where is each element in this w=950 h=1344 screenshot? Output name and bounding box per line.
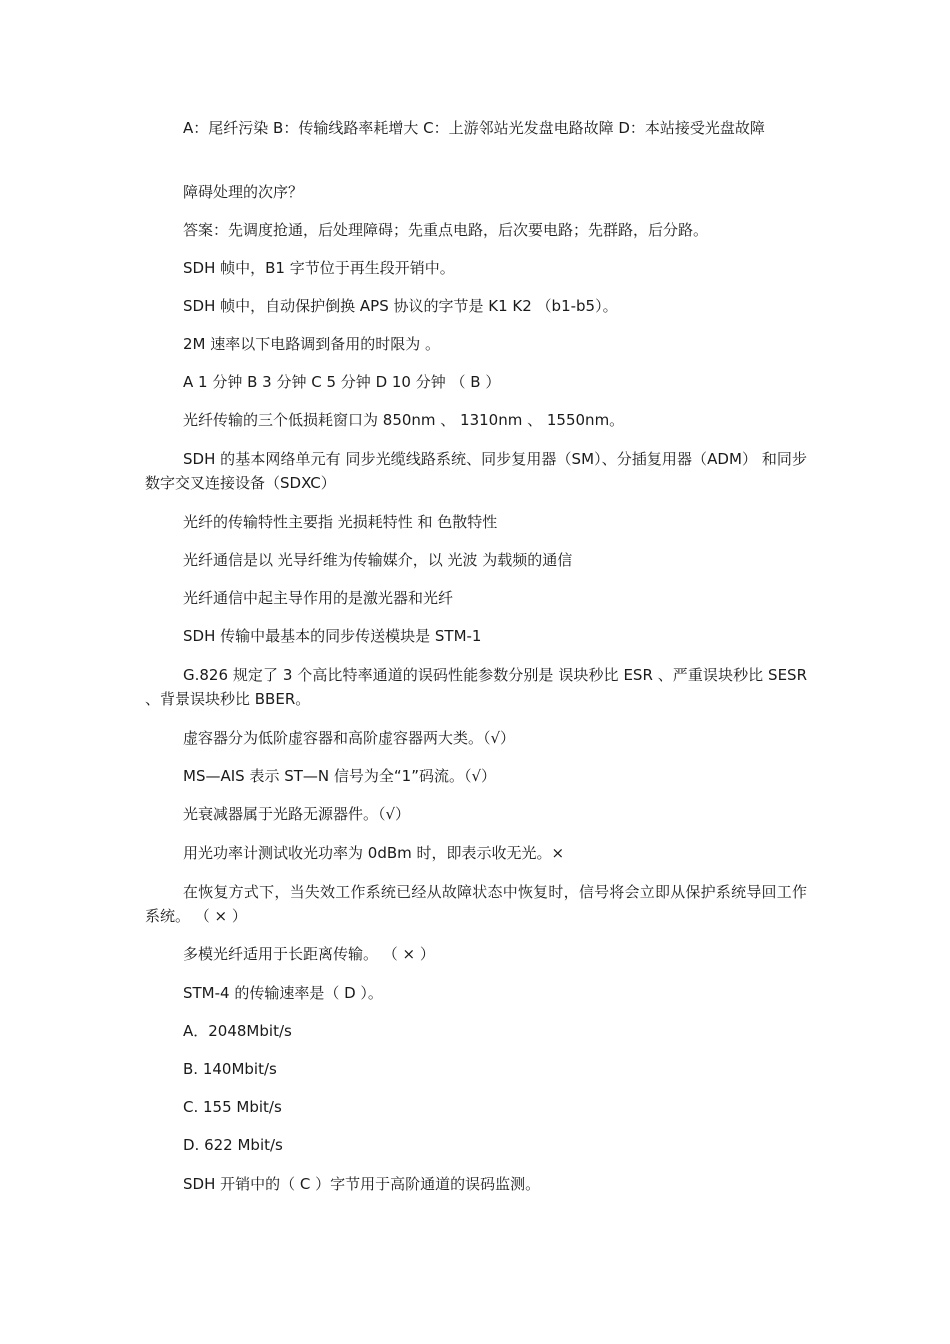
text-line: SDH 传输中最基本的同步传送模块是 STM-1 [183, 627, 482, 645]
true-false-line: 用光功率计测试收光功率为 0dBm 时，即表示收无光。× [183, 844, 565, 862]
option-line: B. 140Mbit/s [183, 1060, 277, 1078]
text-line: 光纤传输的三个低损耗窗口为 850nm 、 1310nm 、 1550nm。 [183, 411, 625, 429]
text-line: SDH 帧中，B1 字节位于再生段开销中。 [183, 259, 455, 277]
text-line: SDH 的基本网络单元有 同步光缆线路系统、同步复用器（SM）、分插复用器（ADM） 和同步数字交叉连接设备（SDXC） [145, 450, 807, 492]
answer-options-line: A：尾纤污染 B：传输线路率耗增大 C：上游邻站光发盘电路故障 D：本站接受光盘故障 [183, 119, 765, 137]
question-line: 2M 速率以下电路调到备用的时限为 。 [183, 335, 441, 353]
text-line: 光纤通信中起主导作用的是激光器和光纤 [183, 589, 454, 607]
question-line: SDH 开销中的（ C ）字节用于高阶通道的误码监测。 [183, 1175, 541, 1193]
true-false-line: 虚容器分为低阶虚容器和高阶虚容器两大类。（√） [183, 729, 516, 747]
option-line: D. 622 Mbit/s [183, 1136, 283, 1154]
true-false-line: MS—AIS 表示 ST—N 信号为全“1”码流。（√） [183, 767, 497, 785]
text-line: 光纤通信是以 光导纤维为传输媒介，以 光波 为载频的通信 [183, 551, 573, 569]
option-line: A．2048Mbit/s [183, 1022, 292, 1040]
true-false-line: 多模光纤适用于长距离传输。 （ × ） [183, 945, 435, 963]
answer-options-line: A 1 分钟 B 3 分钟 C 5 分钟 D 10 分钟 （ B ） [183, 373, 501, 391]
question-line: STM-4 的传输速率是（ D ）。 [183, 984, 383, 1002]
text-line: SDH 帧中，自动保护倒换 APS 协议的字节是 K1 K2 （b1-b5）。 [183, 297, 618, 315]
option-line: C. 155 Mbit/s [183, 1098, 282, 1116]
text-line: 光纤的传输特性主要指 光损耗特性 和 色散特性 [183, 513, 498, 531]
text-line: G.826 规定了 3 个高比特率通道的误码性能参数分别是 误块秒比 ESR 、严重误块秒比 SESR 、背景误块秒比 BBER。 [145, 666, 807, 708]
true-false-line: 在恢复方式下，当失效工作系统已经从故障状态中恢复时，信号将会立即从保护系统导回工作系统。 （ × ） [145, 883, 807, 925]
answer-line: 答案：先调度抢通，后处理障碍；先重点电路，后次要电路；先群路，后分路。 [183, 221, 709, 239]
true-false-line: 光衰减器属于光路无源器件。（√） [183, 805, 411, 823]
question-line: 障碍处理的次序？ [183, 183, 304, 201]
